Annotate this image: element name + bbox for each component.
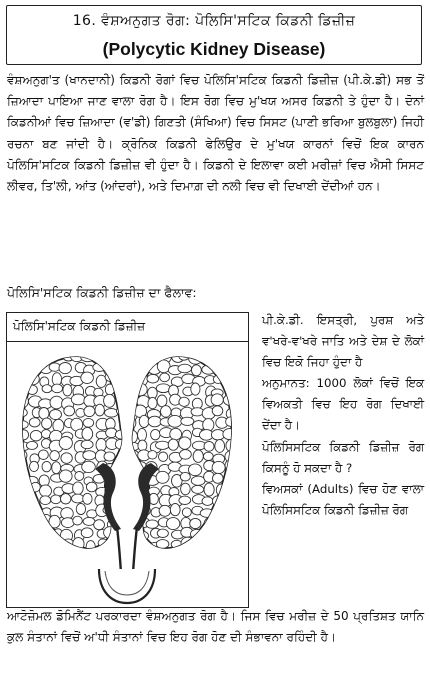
cyst (128, 352, 140, 364)
cyst (157, 395, 167, 407)
cyst (179, 551, 191, 561)
cyst (170, 428, 182, 440)
cyst (52, 384, 63, 393)
cyst (126, 365, 138, 374)
cyst (50, 550, 61, 559)
cyst (190, 518, 201, 528)
cyst (61, 518, 74, 528)
cyst (191, 476, 205, 485)
cyst (127, 450, 139, 460)
cyst (150, 551, 161, 563)
bottom-paragraph: ਆਟੋਜ਼ੋਮਲ ਡੋਮਿਨੈਂਟ ਪਰਕਾਰਦਾ ਵੰਸ਼ਅਨੁਗਤ ਰੋਗ ਹੈ। ਜਿਸ ਵਿਚ ਮਰੀਜ਼ ਦੇ 50 ਪ੍ਰਤਿਸ਼ਤ ਯਾਨਿ ਕੁਲ ਸੰਤਾਨਾਂ ਵਿਚੋਂ ਅ'ਧੀ ਸੰਤਾਨਾਂ ਵਿਚ ਇਹ ਰੋਗ ਹੋਣ ਦੀ ਸੰਭਾਵਨਾ ਰਹਿੰਦੀ ਹੈ। (7, 609, 424, 645)
title-box (6, 5, 422, 65)
cyst (42, 539, 51, 551)
cyst (148, 397, 157, 408)
cyst (104, 452, 115, 461)
cyst (148, 416, 161, 427)
cyst (118, 365, 131, 376)
cyst (146, 520, 158, 528)
cyst (116, 377, 129, 386)
cyst (180, 450, 192, 460)
cyst (76, 503, 85, 514)
cyst (215, 440, 225, 453)
chapter-title-punjabi: 16. ਵੰਸ਼ਅਨੁਗਤ ਰੋਗ: ਪੋਲਿਸਿ'ਸਟਿਕ ਕਿਡਨੀ ਡਿਜ਼ੀਜ਼ (72, 13, 356, 29)
cyst (224, 351, 234, 362)
cyst (39, 450, 49, 460)
cyst (203, 452, 213, 460)
cyst (94, 353, 106, 362)
cyst (19, 353, 29, 362)
cyst (18, 362, 27, 375)
cyst (125, 504, 137, 514)
cyst (42, 461, 51, 471)
cyst (107, 537, 118, 546)
cyst (191, 539, 201, 549)
cyst (125, 498, 138, 506)
cyst (29, 531, 39, 540)
cyst (226, 439, 237, 451)
cyst (64, 549, 73, 558)
cyst (168, 415, 182, 427)
cyst (83, 451, 96, 460)
cyst (127, 483, 139, 492)
cyst (72, 494, 84, 503)
cyst (124, 382, 135, 394)
cyst (212, 461, 225, 473)
cyst (64, 406, 75, 416)
cyst (117, 395, 129, 404)
cyst (17, 551, 29, 561)
cyst (49, 363, 60, 371)
cyst (52, 539, 65, 549)
cyst (157, 529, 168, 537)
cyst (59, 437, 72, 450)
cyst (120, 419, 131, 429)
cyst (31, 482, 41, 492)
cyst (50, 451, 60, 461)
cyst (182, 508, 191, 517)
cyst (127, 475, 137, 483)
cyst (181, 483, 191, 495)
cyst (94, 520, 105, 530)
cyst (160, 373, 170, 382)
cyst (19, 540, 32, 550)
cyst (193, 450, 203, 462)
cyst (161, 406, 172, 418)
cyst (40, 496, 51, 505)
right-kidney-shape (124, 350, 238, 563)
cyst (118, 530, 130, 539)
cyst (227, 518, 237, 527)
cyst (19, 483, 32, 494)
cyst (30, 430, 42, 441)
cyst (61, 453, 72, 464)
cyst (30, 461, 39, 471)
cyst (105, 409, 119, 418)
cyst (82, 461, 96, 472)
cyst (19, 430, 29, 440)
cyst (17, 472, 29, 481)
cyst (216, 484, 225, 496)
cyst (191, 408, 204, 416)
cyst (94, 554, 108, 563)
cyst (117, 463, 126, 473)
cyst (200, 551, 213, 560)
cyst (171, 549, 183, 562)
cyst (50, 410, 62, 420)
cyst (19, 496, 31, 507)
cyst (17, 519, 29, 527)
cyst (202, 497, 213, 506)
cyst (181, 537, 194, 549)
cyst (224, 538, 234, 548)
cyst (118, 516, 131, 524)
cyst (178, 364, 192, 373)
cyst (136, 552, 148, 563)
cyst (139, 415, 149, 427)
cyst (166, 518, 179, 530)
side-paragraph-question: ਪੋਲਿਸਿਸਟਿਕ ਕਿਡਨੀ ਡਿਜ਼ੀਜ਼ ਰੋਗ ਕਿਸਨੂੰ ਹੋ ਸਕਦਾ ਹੈ ? (262, 439, 424, 475)
cyst (189, 464, 202, 476)
cyst (63, 539, 74, 548)
cyst (126, 373, 136, 384)
cyst (204, 483, 214, 496)
cyst (59, 363, 71, 374)
cyst (61, 494, 71, 504)
polycystic-kidneys-illustration (7, 343, 248, 607)
cyst (27, 548, 40, 558)
cyst (114, 507, 127, 519)
cyst (222, 364, 234, 376)
cyst (212, 530, 224, 539)
side-column (262, 310, 424, 521)
cyst (81, 528, 93, 538)
kidney-illustration-figure (6, 312, 249, 608)
cyst (73, 538, 84, 551)
spread-heading: ਪੋਲਿਸਿ'ਸਟਿਕ ਕਿਡਨੀ ਡਿਜ਼ੀਜ਼ ਦਾ ਫੈਲਾਵ: (7, 285, 197, 300)
cyst (158, 550, 171, 560)
cyst (73, 482, 84, 495)
cyst (95, 404, 104, 416)
cyst (179, 397, 189, 406)
cyst (147, 374, 159, 383)
cyst (203, 419, 214, 432)
cyst (104, 363, 117, 376)
cyst (227, 506, 238, 518)
cyst (104, 394, 115, 407)
cyst (116, 384, 128, 397)
cyst (201, 538, 213, 549)
cyst (223, 395, 236, 406)
cyst (159, 452, 168, 461)
cyst (159, 505, 171, 516)
cyst (151, 429, 160, 439)
cyst (26, 441, 37, 449)
intro-paragraph: ਵੰਸ਼ਅਨੁਗ'ਤ (ਖਾਨਦਾਨੀ) ਕਿਡਨੀ ਰੋਗਾਂ ਵਿਚ ਪੋਲਿਸਿ'ਸਟਿਕ ਕਿਡਨੀ ਡਿਜ਼ੀਜ਼ (ਪੀ.ਕੇ.ਡੀ) ਸਭ ਤੋਂ ਜ਼ਿਆਦਾ ਪਾਇਆ ਜਾਣ ਵਾਲਾ ਰੋਗ ਹੈ। ਇਸ ਰੋਗ ਵਿਚ ਮੁ'ਖਯ ਅਸਰ ਕਿਡਨੀ ਤੇ ਹੁੰਦਾ ਹੈ। ਦੋਨਾਂ ਕਿਡਨੀਆਂ ਵਿਚ ਜ਼ਿਆਦਾ (ਵ'ਡੀ) ਗਿਣਤੀ (ਸੰਖਿਆ) ਵਿਚ ਸਿਸਟ (ਪਾਣੀ ਭਰਿਆ ਬੁਲਬੁਲਾ) ਜਿਹੀ ਰਚਨਾ ਬਣ ਜਾਂਦੀ ਹੈ। ਕ੍ਰੋਨਿਕ ਕਿਡਨੀ ਫੇਲਿਉਰ ਦੇ ਮੁ'ਖਯ ਕਾਰਨਾਂ ਵਿਚੋਂ ਇਕ ਕਾਰਨ ਪੋਲਿਸਿ'ਸਟਿਕ ਕਿਡਨੀ ਡਿਜ਼ੀਜ਼ ਵੀ ਹੁੰਦਾ ਹੈ। ਕਿਡਨੀ ਦੇ ਇਲਾਵਾ ਕਈ ਮਰੀਜ਼ਾਂ ਵਿਚ ਐਸੀ ਸਿਸਟ ਲੀਵਰ, ਤਿ'ਲੀ, ਆਂਤ (ਆਂਦਰਾਂ), ਅਤੇ ਦਿਮਾਗ਼ ਦੀ ਨਲੀ ਵਿਚ ਵੀ ਦਿਖਾਈ ਦੇਂਦੀਆਂ ਹਨ। (7, 73, 424, 194)
cyst (104, 355, 115, 364)
cyst (204, 441, 214, 451)
cyst (83, 517, 95, 525)
cyst (108, 550, 117, 562)
cyst (179, 496, 191, 504)
right-ureter (133, 527, 137, 573)
cyst (71, 394, 85, 405)
cyst (17, 409, 28, 417)
cyst (148, 451, 157, 459)
cyst (156, 471, 169, 483)
side-paragraph-estimate: ਅਨੁਮਾਨਤ: 1000 ਲੋਕਾਂ ਵਿਚੋਂ ਇਕ ਵਿਅਕਤੀ ਵਿਚ ਇਹ ਰੋਗ ਦਿਖਾਈ ਦੇਂਦਾ ਹੈ। (262, 376, 424, 433)
cyst (156, 441, 170, 449)
cyst (50, 396, 63, 409)
cyst (211, 394, 223, 406)
cyst (223, 429, 236, 440)
cyst (51, 495, 61, 504)
cyst (179, 437, 191, 449)
cyst (180, 472, 190, 481)
chapter-title-english: (Polycytic Kidney Disease) (102, 39, 326, 59)
cyst (189, 353, 202, 364)
cyst (203, 530, 215, 539)
cyst (115, 439, 125, 449)
cyst (215, 506, 226, 516)
cyst (18, 507, 27, 516)
cyst (224, 482, 238, 493)
cyst (83, 418, 94, 427)
cyst (18, 383, 28, 393)
bladder (99, 569, 155, 603)
cyst (73, 516, 83, 525)
cyst (28, 538, 41, 547)
cyst (225, 451, 238, 463)
cyst (42, 385, 52, 393)
cyst (118, 351, 128, 363)
cyst (138, 352, 149, 361)
cyst (215, 350, 228, 362)
cyst (119, 452, 129, 464)
cyst (40, 485, 52, 497)
cyst (226, 417, 236, 426)
cyst (126, 399, 135, 409)
cyst (213, 473, 224, 483)
side-paragraph-prevalence: ਪੀ.ਕੇ.ਡੀ. ਇਸਤ੍ਰੀ, ਪੁਰਸ਼ ਅਤੇ ਵ'ਖਰੇ-ਵ'ਖਰੇ ਜਾਤਿ ਅਤੇ ਦੇਸ਼ ਦੇ ਲੋਕਾਂ ਵਿਚ ਇਕੋ ਜਿਹਾ ਹੁੰਦਾ ਹੈ (262, 313, 424, 370)
cyst (39, 527, 52, 539)
cyst (30, 351, 39, 363)
cyst (84, 406, 95, 417)
cyst (83, 493, 92, 504)
cyst (81, 372, 94, 383)
cyst (227, 550, 237, 561)
cyst (215, 537, 225, 547)
cyst (19, 372, 30, 382)
cyst (194, 551, 205, 563)
cyst (63, 384, 72, 396)
cyst (179, 352, 189, 360)
cyst (27, 385, 37, 394)
cyst (105, 384, 114, 395)
cyst (75, 472, 84, 481)
cyst (212, 406, 223, 416)
cyst (192, 365, 202, 376)
cyst (72, 553, 83, 562)
cyst (191, 383, 200, 395)
figure-caption-divider (7, 341, 248, 342)
cyst (42, 418, 52, 429)
cyst (29, 418, 40, 427)
cyst (28, 366, 39, 375)
cyst (147, 350, 157, 363)
cyst (84, 550, 94, 563)
cyst (227, 473, 237, 482)
cyst (192, 485, 204, 493)
left-kidney-shape (15, 349, 132, 563)
cyst (204, 518, 214, 528)
cyst (212, 362, 224, 375)
cyst (137, 364, 148, 377)
cyst (96, 439, 106, 452)
cyst (15, 421, 28, 429)
cyst (38, 550, 50, 561)
cyst (138, 428, 147, 441)
figure-caption: ਪੋਲਿਸਿ'ਸਟਿਕ ਕਿਡਨੀ ਡਿਜ਼ੀਜ਼ (13, 319, 146, 333)
cyst (226, 372, 238, 385)
cyst (31, 515, 41, 527)
cyst (203, 350, 213, 361)
cyst (224, 496, 235, 508)
cyst (170, 504, 180, 516)
side-paragraph-adults: ਵਿਅਸਕਾਂ (Adults) ਵਿਚ ਹੋਣ ਵਾਲਾ ਪੋਲਿਸਿਸਟਿਕ ਕਿਡਨੀ ਡਿਜ਼ੀਜ਼ ਰੋਗ (262, 481, 424, 517)
left-ureter (117, 527, 121, 573)
cyst (227, 527, 237, 537)
cyst (181, 417, 194, 425)
cyst (30, 506, 40, 518)
cyst (82, 427, 93, 440)
cyst (120, 541, 129, 551)
cyst (116, 483, 129, 495)
cyst (81, 440, 93, 448)
cyst (116, 493, 130, 504)
cyst (41, 351, 51, 363)
cyst (86, 482, 97, 492)
cyst (168, 439, 178, 450)
cyst (17, 526, 29, 537)
cyst (39, 408, 49, 420)
cyst (215, 550, 225, 561)
cyst (52, 462, 61, 474)
cyst (15, 463, 28, 471)
cyst (124, 462, 136, 471)
cyst (86, 541, 95, 553)
cyst (138, 440, 147, 451)
cyst (216, 519, 228, 530)
cyst (59, 470, 72, 482)
